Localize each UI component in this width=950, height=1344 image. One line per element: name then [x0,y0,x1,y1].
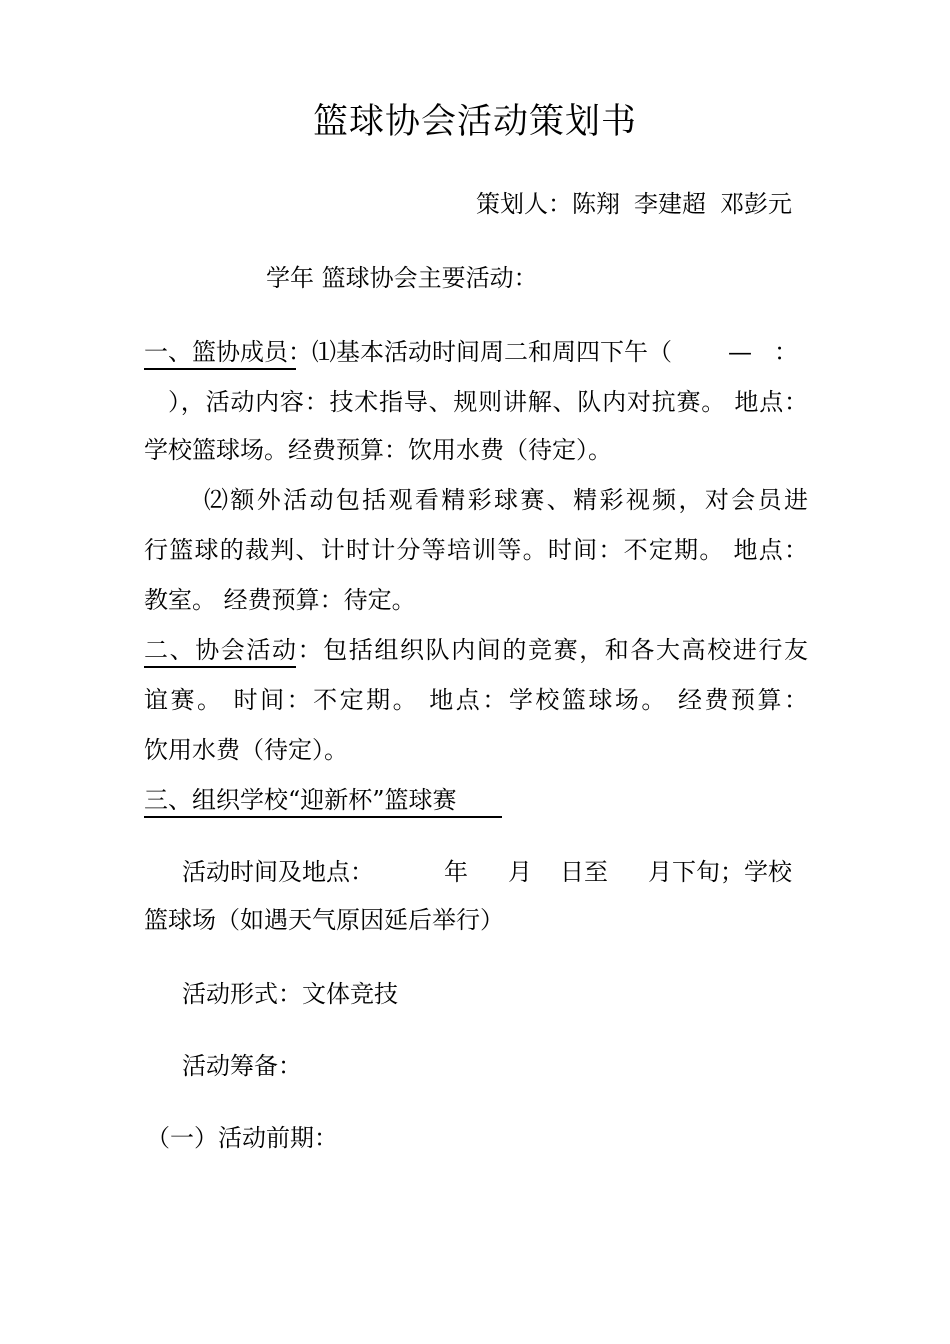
section1-line2: ），活动内容：技术指导、规则讲解、队内对抗赛。 地点： [168,388,808,416]
section2-line3: 饮用水费（待定）。 [144,736,348,764]
section1-line1 [144,336,808,368]
section1-line4: ⑵额外活动包括观看精彩球赛、精彩视频，对会员进 [204,486,808,514]
time-colon: ： [774,338,798,366]
month-label: 月 [508,858,532,886]
time-dash: — [728,338,752,366]
section1-line1-text: ：⑴基本活动时间周二和周四下午（ [288,338,672,366]
intro-line: 学年 篮球协会主要活动： [266,264,538,292]
planner-label: 策划人：陈翔 [476,190,620,218]
section1-heading: 一、篮协成员 [144,338,288,366]
section3-heading: 三、组织学校“迎新杯”篮球赛 [144,786,457,814]
time-place-label: 活动时间及地点： [182,858,374,886]
document-title: 篮球协会活动策划书 [312,102,637,142]
section1-heading-underline [144,368,296,370]
year-label: 年 [444,858,468,886]
day-to-label: 日至 [560,858,608,886]
planner-name: 邓彭元 [720,190,792,218]
section1-line3: 学校篮球场。经费预算：饮用水费（待定）。 [144,436,612,464]
section2-line1-text: ：包括组织队内间的竞赛，和各大高校进行友 [297,636,809,664]
section1-line5: 行篮球的裁判、计时计分等培训等。时间：不定期。 地点： [144,536,808,564]
activity-form: 活动形式：文体竞技 [182,980,398,1008]
section2-heading-underline [144,666,296,668]
activity-prep: 活动筹备： [182,1052,302,1080]
section1-line6: 教室。 经费预算：待定。 [144,586,416,614]
time-place-line [182,856,808,888]
section2-line1 [144,634,808,666]
planner-line [476,188,816,220]
section2-line2: 谊赛。 时间：不定期。 地点：学校篮球场。 经费预算： [144,686,808,714]
phase1-heading: （一）活动前期： [146,1124,338,1152]
section3-heading-underline [144,816,502,818]
time-place-line2: 篮球场（如遇天气原因延后举行） [144,906,504,934]
planner-name: 陈翔 [572,190,620,218]
late-month-label: 月下旬；学校 [648,858,792,886]
planner-name: 李建超 [634,190,706,218]
section2-heading: 二、协会活动 [144,636,298,664]
